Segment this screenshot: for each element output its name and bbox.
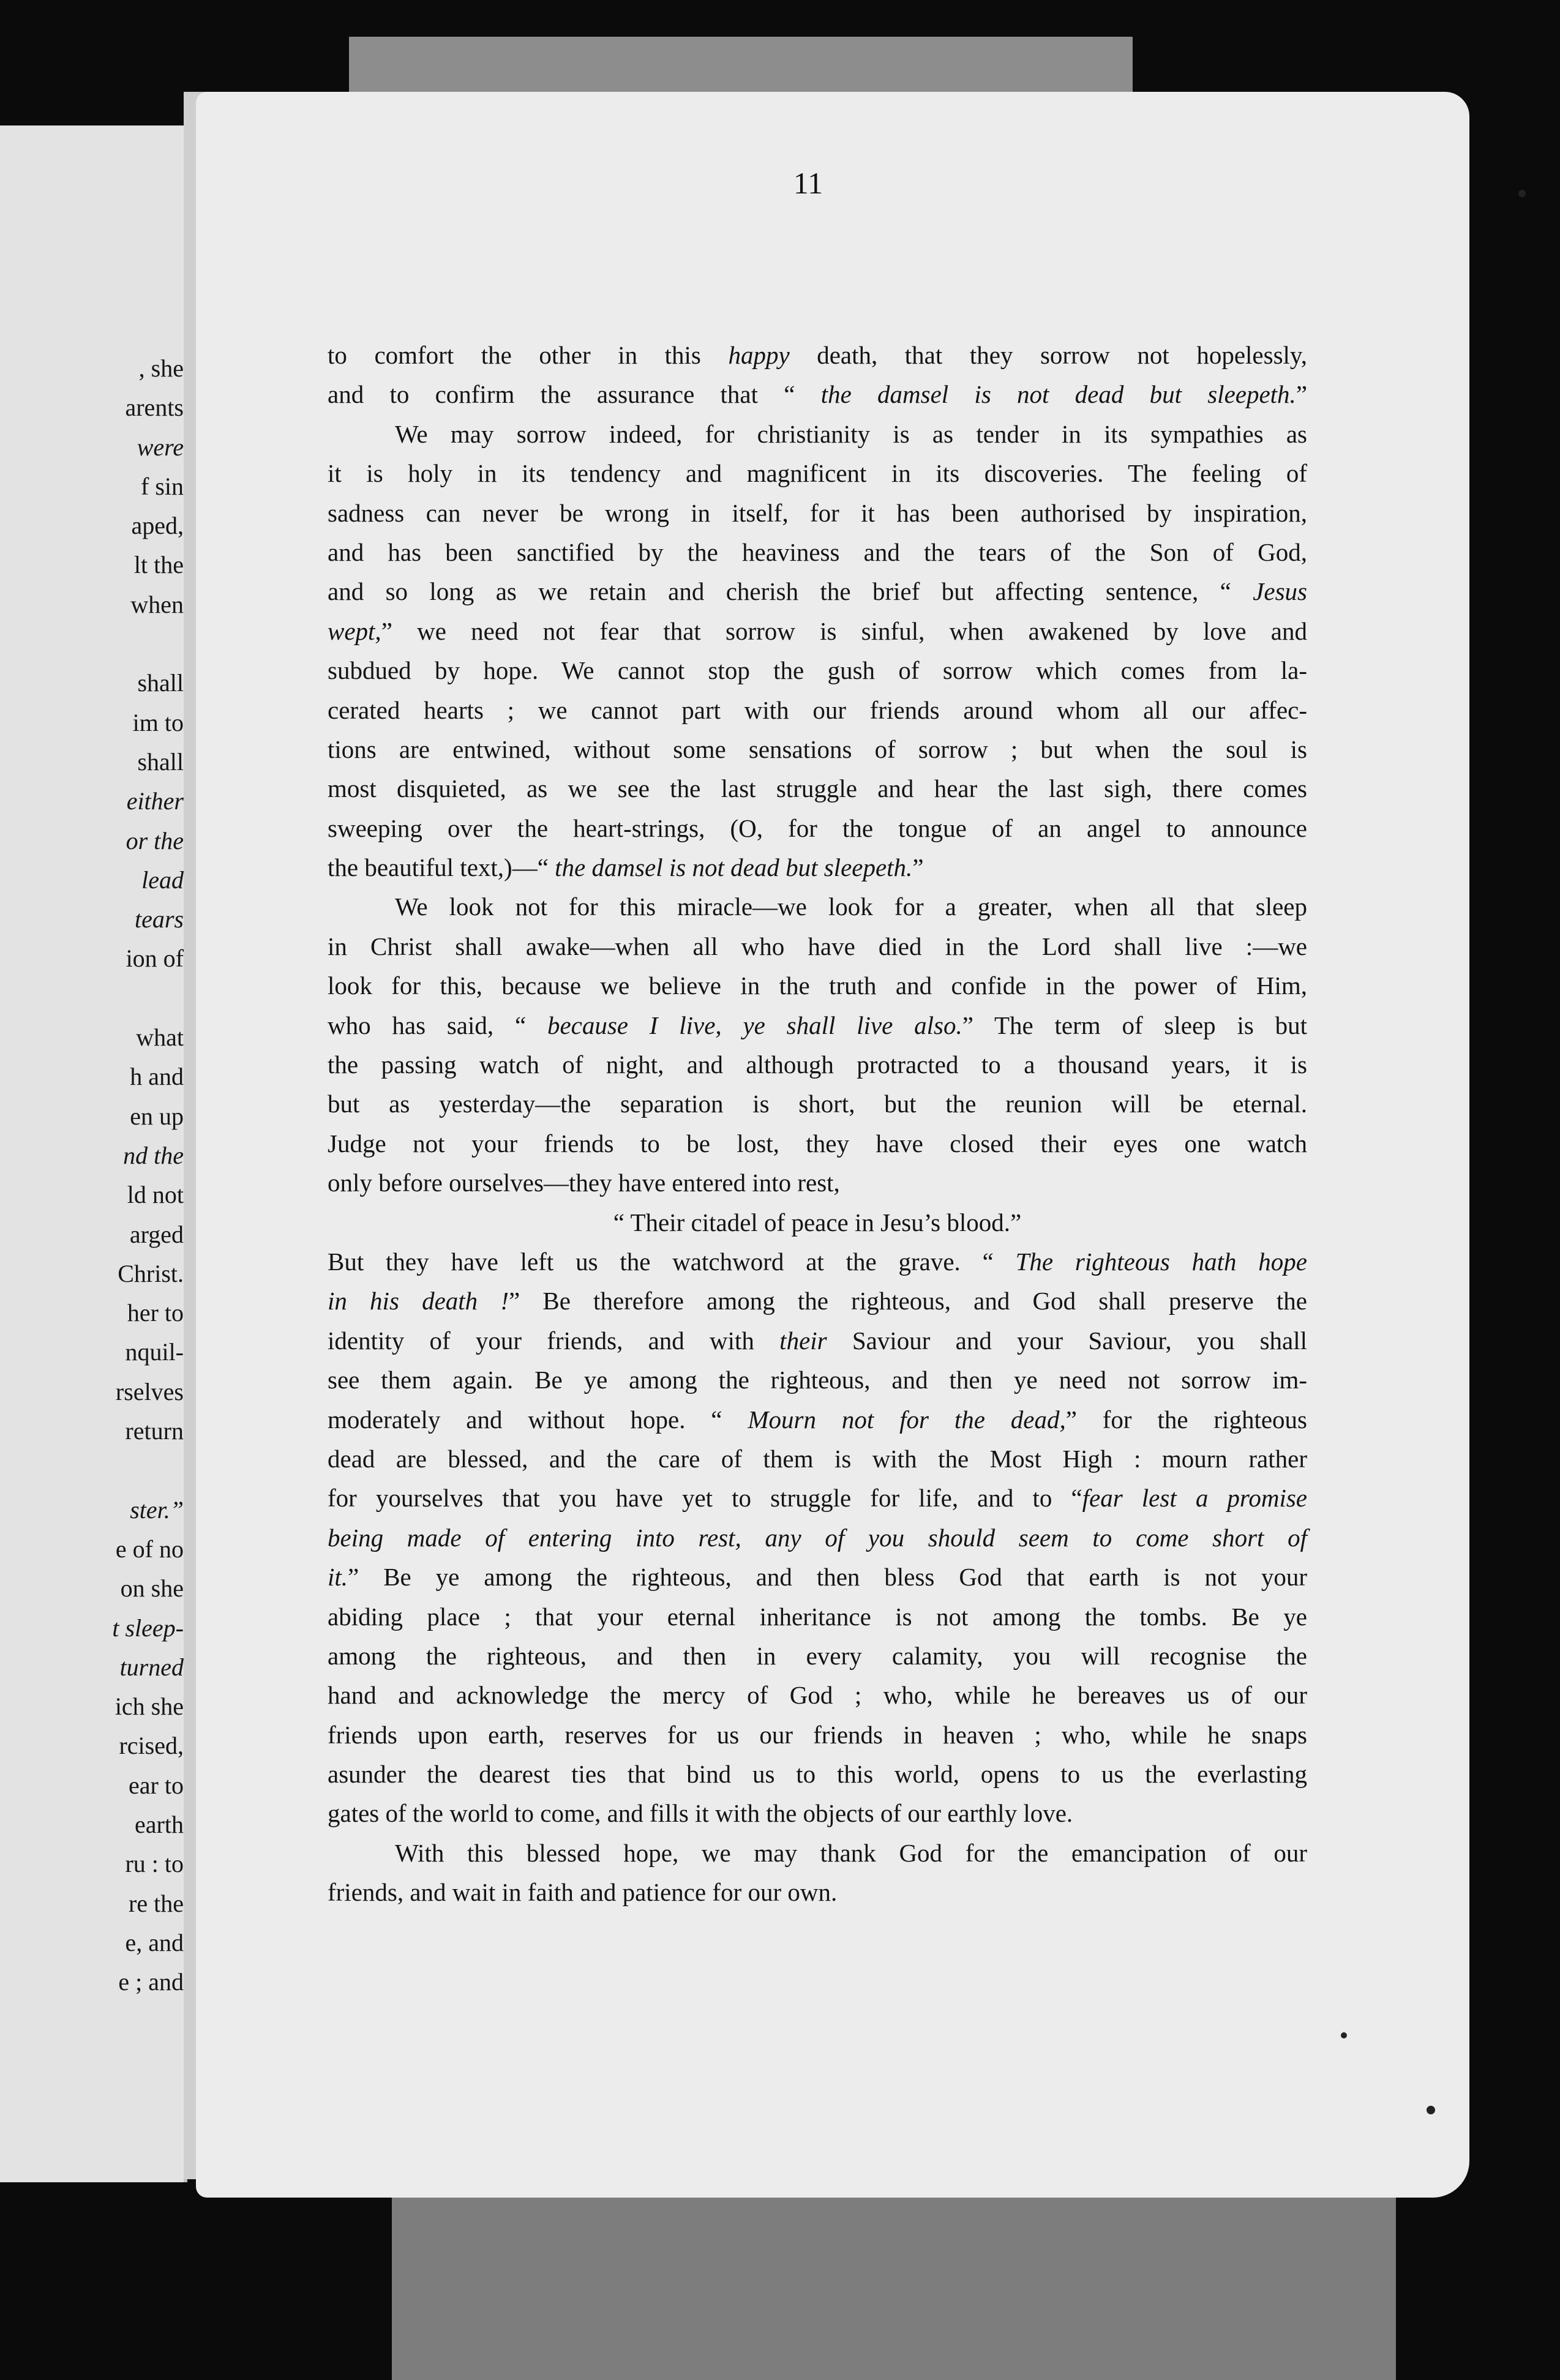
text-line (328, 1203, 1307, 1242)
left-page-line: re the (129, 1889, 184, 1917)
text-run: among the righteous, and then in every calamity, you will recognise the (328, 1641, 1307, 1670)
left-page-line: what (136, 1023, 184, 1052)
text-run: tions are entwined, without some sensations of sorrow ; but when the soul is (328, 735, 1307, 763)
text-line (328, 1675, 1307, 1715)
text-line (328, 927, 1307, 966)
text-run: But they have left us the watchword at the grave. “ (328, 1247, 1016, 1276)
text-line (328, 1754, 1307, 1794)
text-line (328, 612, 1307, 651)
left-page-line (6, 979, 184, 1018)
text-line (328, 1360, 1307, 1399)
text-line (328, 848, 1307, 887)
left-page-line: nquil- (125, 1338, 184, 1366)
text-line (328, 1873, 1307, 1912)
text-run: fear lest a promise (1082, 1484, 1307, 1513)
text-run: the damsel is not dead but sleepeth. (820, 380, 1296, 409)
left-page-line: ru : to (125, 1850, 184, 1878)
left-page-line: return (125, 1417, 184, 1445)
text-run: subdued by hope. We cannot stop the gush of sorrow which comes from la- (328, 656, 1307, 685)
text-run: and to confirm the assurance that “ (328, 380, 821, 409)
left-page-line: either (126, 787, 184, 815)
left-facing-page (0, 125, 187, 2182)
text-run: moderately and without hope. “ (328, 1405, 748, 1434)
text-run: death, that they sorrow not hopelessly, (789, 341, 1308, 369)
left-page-line: h and (130, 1063, 184, 1091)
text-run: happy (728, 341, 790, 369)
text-run: dead are blessed, and the care of them is with the Most High : mourn rather (328, 1444, 1307, 1473)
left-page-line (6, 1451, 184, 1490)
text-run: to comfort the other in this (328, 341, 729, 369)
left-page-line: tears (135, 905, 184, 934)
page-body-text (328, 335, 1307, 1912)
left-page-line: ld not (127, 1181, 184, 1209)
text-line (328, 966, 1307, 1005)
text-line (328, 1478, 1307, 1517)
left-page-line: f sin (141, 472, 184, 500)
text-run: see them again. Be ye among the righteous, and then ye need not sorrow im- (328, 1366, 1307, 1394)
left-page-line: im to (132, 708, 184, 736)
text-line (328, 1715, 1307, 1754)
left-page-line: ear to (129, 1771, 184, 1799)
left-page-line: earth (135, 1810, 184, 1838)
text-line (328, 1518, 1307, 1557)
text-run: hand and acknowledge the mercy of God ; who, while he bereaves us of our (328, 1681, 1307, 1710)
page-number: 11 (793, 166, 823, 200)
left-page-line: t sleep- (112, 1614, 184, 1642)
text-line (328, 809, 1307, 848)
text-run: ” we need not fear that sorrow is sinful, when awakened by love and (381, 616, 1307, 645)
text-run: friends upon earth, reserves for us our friends in heaven ; who, while he snaps (328, 1720, 1307, 1749)
left-page-line: e of no (115, 1535, 184, 1563)
text-run: for yourselves that you have yet to struggle for life, and to “ (328, 1484, 1082, 1513)
text-run: asunder the dearest ties that bind us to this world, opens to us the everlasting (328, 1760, 1307, 1789)
text-line (328, 1597, 1307, 1636)
left-page-line: aped, (131, 512, 184, 540)
text-line (328, 375, 1307, 414)
text-run: in his death ! (328, 1287, 509, 1315)
text-run: and has been sanctified by the heaviness and the tears of the Son of God, (328, 537, 1307, 566)
text-line (328, 887, 1307, 926)
text-run: cerated hearts ; we cannot part with our friends around whom all our affec- (328, 695, 1307, 724)
ink-speck (1341, 2032, 1347, 2038)
left-page-line (6, 624, 184, 664)
text-line (328, 1557, 1307, 1596)
left-page-line: arents (125, 394, 184, 422)
text-run: only before ourselves—they have entered into rest, (328, 1169, 840, 1197)
text-run: With this blessed hope, we may thank God for the emancipation of our (395, 1838, 1307, 1867)
text-line (328, 1124, 1307, 1163)
text-line (328, 1400, 1307, 1439)
text-run: who has said, “ (328, 1011, 547, 1039)
text-run: because I live, ye shall live also. (547, 1011, 962, 1039)
text-run: Judge not your friends to be lost, they have closed their eyes one watch (328, 1129, 1307, 1158)
text-run: it is holy in its tendency and magnificent in its discoveries. The feeling of (328, 459, 1307, 488)
left-page-line: rselves (115, 1377, 184, 1405)
text-line (328, 1794, 1307, 1833)
left-page-line: lt the (133, 551, 184, 579)
left-page-line: Christ. (118, 1259, 184, 1287)
left-page-line: en up (130, 1102, 184, 1130)
ink-speck (1427, 2106, 1435, 2114)
text-line (328, 1321, 1307, 1360)
left-page-text (6, 349, 184, 2002)
text-run: ” (1296, 380, 1308, 409)
text-run: ” Be ye among the righteous, and then bless God that earth is not your (348, 1563, 1307, 1592)
text-run: Mourn not for the dead, (748, 1405, 1066, 1434)
text-line (328, 533, 1307, 572)
text-run: gates of the world to come, and fills it with the objects of our earthly love. (328, 1799, 1073, 1828)
text-line (328, 1833, 1307, 1873)
text-line (328, 651, 1307, 690)
text-run: We may sorrow indeed, for christianity is as tender in its sympathies as (395, 419, 1307, 448)
text-run: the passing watch of night, and although protracted to a thousand years, it is (328, 1050, 1307, 1079)
text-run: and so long as we retain and cherish the brief but affecting sentence, “ (328, 577, 1253, 606)
text-line (328, 1163, 1307, 1202)
left-page-line: or the (126, 826, 184, 855)
text-run: ” The term of sleep is but (962, 1011, 1307, 1039)
text-run: The righteous hath hope (1015, 1247, 1308, 1276)
text-run: wept, (328, 616, 381, 645)
text-run: sadness can never be wrong in itself, for it has been authorised by inspiration, (328, 498, 1307, 527)
text-run: in Christ shall awake—when all who have died in the Lord shall live :—we (328, 932, 1307, 960)
left-page-line: when (130, 590, 184, 618)
left-page-line: e, and (125, 1928, 184, 1956)
text-run: sweeping over the heart-strings, (O, for the tongue of an angel to announce (328, 814, 1307, 842)
text-run: ” Be therefore among the righteous, and God shall preserve the (508, 1287, 1308, 1315)
text-line (328, 572, 1307, 611)
text-run: abiding place ; that your eternal inheritance is not among the tombs. Be ye (328, 1602, 1307, 1631)
text-line (328, 414, 1307, 454)
text-run: but as yesterday—the separation is short, but the reunion will be eternal. (328, 1090, 1307, 1118)
text-line (328, 1636, 1307, 1675)
text-run: most disquieted, as we see the last struggle and hear the last sigh, there comes (328, 774, 1307, 803)
left-page-line: shall (137, 669, 184, 697)
text-run: ” for the righteous (1065, 1405, 1307, 1434)
text-run: identity of your friends, and with (328, 1326, 780, 1355)
text-line (328, 493, 1307, 533)
text-line (328, 690, 1307, 730)
text-line (328, 769, 1307, 808)
ink-speck (1518, 190, 1526, 197)
text-line (328, 1242, 1307, 1281)
left-page-line: ster.” (130, 1495, 184, 1524)
text-line (328, 335, 1307, 375)
text-line (328, 454, 1307, 493)
text-run: it. (328, 1563, 348, 1592)
left-page-line: ion of (126, 945, 184, 973)
left-page-line: arged (129, 1220, 184, 1248)
left-page-line: shall (137, 747, 184, 776)
text-line (328, 1281, 1307, 1320)
text-run: ” (912, 853, 924, 882)
text-line (328, 1439, 1307, 1478)
left-page-line: rcised, (119, 1732, 184, 1760)
left-page-line: lead (141, 866, 184, 894)
left-page-line: e ; and (118, 1968, 184, 1996)
text-line (328, 1084, 1307, 1123)
left-page-line: were (137, 433, 184, 461)
text-line (328, 1045, 1307, 1084)
text-line (328, 1006, 1307, 1045)
left-page-line: , she (138, 354, 184, 382)
text-run: friends, and wait in faith and patience for our own. (328, 1878, 838, 1907)
left-page-line: her to (127, 1299, 184, 1327)
text-run: look for this, because we believe in the truth and confide in the power of Him, (328, 971, 1307, 1000)
text-run: Jesus (1253, 577, 1307, 606)
text-run: the damsel is not dead but sleepeth. (555, 853, 913, 882)
text-run: We look not for this miracle—we look for a greater, when all that sleep (395, 892, 1307, 921)
text-line (328, 730, 1307, 769)
text-run: being made of entering into rest, any of you should seem to come short of (328, 1523, 1307, 1552)
left-page-line: on she (120, 1574, 184, 1603)
text-run: the beautiful text,)—“ (328, 853, 555, 882)
left-page-line: ich she (114, 1693, 184, 1721)
left-page-line: nd the (123, 1141, 184, 1169)
text-run: “ Their citadel of peace in Jesu’s blood.” (613, 1208, 1022, 1237)
left-page-line: turned (119, 1653, 184, 1681)
text-run: their (779, 1326, 827, 1355)
text-run: Saviour and your Saviour, you shall (827, 1326, 1307, 1355)
